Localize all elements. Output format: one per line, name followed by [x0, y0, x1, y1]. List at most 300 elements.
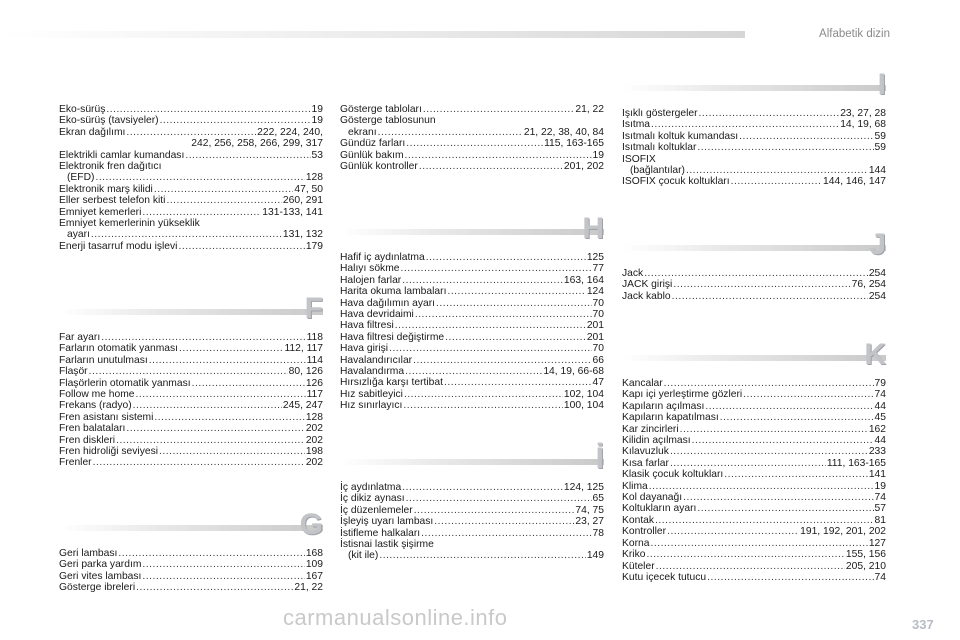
section-header	[340, 444, 604, 474]
index-entry	[340, 389, 604, 400]
index-entry	[340, 263, 604, 274]
entry-term: Enerji tasarruf modu işlevi	[59, 240, 178, 252]
entry-page-numbers: 198	[305, 446, 323, 458]
entry-term: Hava dağılımın ayarı	[340, 297, 436, 309]
index-entry	[340, 309, 604, 320]
dot-leader	[159, 446, 305, 457]
index-entry	[59, 571, 323, 582]
entry-term: İşleyiş uyarı lambası	[340, 516, 434, 528]
entry-page-numbers: 70	[592, 309, 604, 321]
entry-page-numbers: 76, 254	[851, 279, 886, 291]
entry-term: Halojen farlar	[340, 274, 402, 286]
index-entry	[340, 377, 604, 388]
index-entry	[59, 343, 323, 354]
index-entry	[340, 252, 604, 263]
index-entry	[622, 412, 886, 423]
entry-term: ISOFIX çocuk koltukları	[622, 176, 730, 188]
dot-leader	[670, 458, 826, 469]
entry-term: Follow me home	[59, 389, 135, 401]
dot-leader	[707, 572, 873, 583]
index-entries-list	[340, 482, 604, 562]
entry-term: Elektrikli camlar kumandası	[59, 149, 185, 161]
index-section-J	[622, 230, 886, 302]
entry-page-numbers: 21, 22	[294, 582, 323, 594]
entry-page-numbers: 114	[306, 354, 323, 366]
entry-term: Harita okuma lambaları	[340, 286, 447, 298]
entry-page-numbers: 100, 104	[563, 400, 604, 412]
entry-term: Kriko	[622, 549, 646, 561]
dot-leader	[395, 320, 586, 331]
dot-leader	[421, 528, 591, 539]
section-divider-bar	[622, 245, 886, 251]
entry-term: Emniyet kemerlerinin yükseklik	[59, 218, 200, 230]
dot-leader	[402, 482, 563, 493]
section-letter: İ	[595, 442, 604, 475]
entry-term: Geri lambası	[59, 548, 118, 559]
section-divider-bar	[59, 525, 323, 531]
dot-leader	[142, 571, 304, 582]
dot-leader	[93, 457, 305, 468]
dot-leader	[692, 435, 874, 446]
entry-term: Günlük bakım	[340, 149, 404, 161]
entry-page-numbers: 128	[305, 172, 323, 184]
entry-term: Eko-sürüş (tavsiyeler)	[59, 115, 159, 127]
index-entry	[59, 207, 323, 218]
index-entry	[622, 142, 886, 153]
entry-term: Flaşörlerin otomatik yanması	[59, 377, 191, 389]
dot-leader	[423, 104, 575, 115]
entry-term: Kol dayanağı	[622, 492, 683, 504]
index-entries-list	[340, 104, 604, 172]
index-entry	[622, 549, 886, 560]
index-entry	[622, 291, 886, 302]
entry-page-numbers: 59	[874, 130, 886, 142]
index-entry	[340, 161, 604, 172]
entry-page-numbers: 128	[305, 411, 323, 423]
dot-leader	[686, 165, 868, 176]
index-entry	[59, 195, 323, 206]
index-entry	[622, 378, 886, 389]
dot-leader	[126, 127, 256, 138]
entry-page-numbers: 144	[868, 165, 886, 177]
index-entries-list	[622, 268, 886, 302]
dot-leader	[415, 309, 592, 320]
entry-term: Kılavuzluk	[622, 446, 669, 458]
entry-term: Farların unutulması	[59, 354, 148, 366]
dot-leader	[149, 355, 306, 366]
section-letter: F	[304, 292, 323, 325]
index-entry	[340, 400, 604, 411]
index-entry	[59, 400, 323, 411]
dot-leader	[136, 582, 293, 593]
entry-term: Elektronik fren dağıtıcı	[59, 161, 162, 173]
section-letter: K	[864, 338, 886, 371]
index-entry	[59, 150, 323, 161]
entry-page-numbers: 254	[868, 290, 886, 302]
entry-page-numbers: 202	[305, 434, 323, 446]
entry-term: Gösterge ibreleri	[59, 582, 136, 594]
dot-leader	[185, 150, 310, 161]
entry-page-numbers: 65	[592, 493, 604, 505]
page-header-title: Alfabetik dizin	[819, 28, 890, 40]
index-section-K	[622, 340, 886, 583]
index-entry	[622, 538, 886, 549]
entry-term: Korna	[622, 537, 650, 549]
index-entry	[622, 424, 886, 435]
entry-page-numbers: 131, 132	[282, 229, 323, 241]
dot-leader	[118, 548, 304, 559]
dot-leader	[672, 291, 868, 302]
entry-page-numbers: 74, 75	[575, 504, 604, 516]
index-entry	[340, 138, 604, 149]
entry-term: Kapıların açılması	[622, 400, 705, 412]
index-entry	[59, 241, 323, 252]
entry-term: Elektronik marş kilidi	[59, 183, 153, 195]
entry-page-numbers: 191, 192, 201, 202	[800, 526, 886, 538]
dot-leader	[724, 469, 868, 480]
dot-leader	[644, 268, 868, 279]
dot-leader	[179, 343, 283, 354]
index-section-F	[59, 294, 323, 469]
index-entry	[59, 389, 323, 400]
index-entry	[59, 229, 323, 240]
index-entry	[59, 104, 323, 115]
index-entry	[59, 366, 323, 377]
index-entry	[340, 516, 604, 527]
entry-page-numbers: 19	[311, 104, 323, 115]
entry-term: Frenler	[59, 457, 92, 469]
entry-term: Hava filtresi	[340, 320, 394, 332]
entry-page-numbers: 70	[592, 297, 604, 309]
dot-leader	[414, 505, 575, 516]
entry-term: İstifleme halkaları	[340, 527, 421, 539]
entry-page-numbers: 66	[592, 354, 604, 366]
dot-leader	[402, 275, 563, 286]
entry-page-numbers: 23, 27	[575, 516, 604, 528]
dot-leader	[95, 172, 304, 183]
entry-page-numbers: 111, 163-165	[826, 457, 886, 469]
entry-term: Hız sınırlayıcı	[340, 400, 403, 412]
dot-leader	[667, 526, 799, 537]
entry-term: Küteler	[622, 560, 655, 572]
entry-page-numbers: 14, 19, 66-68	[543, 366, 604, 378]
entry-term: (bağlantılar)	[630, 165, 685, 177]
section-divider-bar	[340, 459, 604, 465]
dot-leader	[379, 550, 585, 561]
entry-page-numbers: 124, 125	[563, 482, 604, 493]
index-entry	[622, 526, 886, 537]
dot-leader	[419, 161, 563, 172]
index-entry	[340, 150, 604, 161]
dot-leader	[160, 115, 311, 126]
entry-page-numbers: 21, 22, 38, 40, 84	[523, 126, 604, 138]
dot-leader	[404, 389, 563, 400]
index-entry	[340, 298, 604, 309]
dot-leader	[142, 559, 304, 570]
index-entry	[340, 539, 604, 550]
dot-leader	[378, 127, 523, 138]
top-decorative-bar	[0, 31, 745, 38]
entry-page-numbers: 77	[592, 263, 604, 275]
dot-leader	[673, 279, 850, 290]
section-letter: I	[877, 68, 886, 101]
entry-page-numbers: 45	[874, 412, 886, 424]
entry-page-numbers: 124	[586, 286, 604, 298]
dot-leader	[401, 263, 592, 274]
dot-leader	[154, 184, 294, 195]
entry-term: Klima	[622, 480, 648, 492]
section-header	[59, 294, 323, 324]
entry-page-numbers: 79	[874, 378, 886, 389]
entry-term: Kar zincirleri	[622, 423, 679, 435]
dot-leader	[651, 119, 839, 130]
index-entry	[340, 366, 604, 377]
index-entry	[622, 176, 886, 187]
section-divider-bar	[622, 355, 886, 361]
entry-page-numbers: 81	[874, 514, 886, 526]
entry-term: Havalandırma	[340, 366, 405, 378]
dot-leader	[445, 332, 586, 343]
entry-page-numbers: 19	[874, 480, 886, 492]
index-entry	[59, 435, 323, 446]
entry-page-numbers: 74	[874, 389, 886, 401]
dot-leader	[389, 343, 591, 354]
dot-leader	[406, 493, 592, 504]
section-letter: J	[869, 228, 886, 261]
entry-page-numbers: 80, 126	[288, 366, 323, 378]
entry-term: ayarı	[67, 229, 90, 241]
index-entries-list	[59, 332, 323, 469]
section-header	[622, 70, 886, 100]
entry-page-numbers: 19	[592, 149, 604, 161]
entry-term: Hafif iç aydınlatma	[340, 252, 425, 263]
dot-leader	[166, 195, 281, 206]
index-entry	[622, 481, 886, 492]
dot-leader	[670, 446, 868, 457]
index-entry	[59, 127, 323, 138]
dot-leader	[447, 286, 585, 297]
dot-leader	[656, 561, 845, 572]
page-number: 337	[912, 617, 934, 632]
entry-term: Emniyet kemerleri	[59, 206, 142, 218]
dot-leader	[413, 355, 591, 366]
index-entry	[59, 378, 323, 389]
entry-term: Kapıların kapatılması	[622, 412, 719, 424]
dot-leader	[683, 492, 873, 503]
dot-leader	[434, 516, 574, 527]
entry-page-numbers: 168	[305, 548, 323, 559]
index-entry	[59, 559, 323, 570]
entry-page-numbers: 162	[868, 423, 886, 435]
entry-page-numbers: 144, 146, 147	[823, 176, 886, 188]
index-entry	[622, 154, 886, 165]
index-section-H	[340, 214, 604, 412]
entry-term: Geri parka yardım	[59, 559, 142, 571]
index-entry	[622, 401, 886, 412]
index-section	[59, 104, 323, 252]
dot-leader	[426, 252, 586, 263]
section-divider-bar	[340, 229, 604, 235]
dot-leader	[646, 549, 844, 560]
entry-page-numbers: 53	[311, 149, 323, 161]
index-entry	[340, 332, 604, 343]
index-entry	[622, 108, 886, 119]
dot-leader	[405, 366, 542, 377]
entry-page-numbers: 163, 164	[563, 274, 604, 286]
dot-leader	[142, 207, 261, 218]
entry-term: Isıtmalı koltuklar	[622, 142, 697, 154]
index-entry	[340, 482, 604, 493]
entry-term: Halıyı sökme	[340, 263, 400, 275]
entry-term: Gündüz farları	[340, 138, 406, 150]
index-entries-list	[59, 104, 323, 252]
dot-leader	[91, 229, 282, 240]
entry-term: Günlük kontroller	[340, 161, 418, 173]
index-entry	[622, 469, 886, 480]
dot-leader	[101, 332, 305, 343]
index-entry	[622, 165, 886, 176]
index-entry	[340, 355, 604, 366]
entry-page-numbers: 70	[592, 343, 604, 355]
dot-leader	[436, 298, 592, 309]
dot-leader	[133, 400, 282, 411]
section-header	[622, 230, 886, 260]
entry-page-numbers: 112, 117	[284, 343, 323, 355]
index-entry	[622, 435, 886, 446]
dot-leader	[192, 378, 305, 389]
index-entries-list	[340, 252, 604, 412]
dot-leader	[406, 138, 543, 149]
index-entry	[59, 138, 323, 149]
index-entry	[59, 423, 323, 434]
section-letter: G	[299, 508, 323, 541]
dot-leader	[655, 515, 873, 526]
index-entry	[340, 104, 604, 115]
index-entry	[59, 115, 323, 126]
entry-page-numbers: 167	[305, 570, 323, 582]
dot-leader	[739, 131, 873, 142]
index-entry	[622, 492, 886, 503]
dot-leader	[743, 389, 873, 400]
entry-term: JACK girişi	[622, 279, 673, 291]
dot-leader	[720, 412, 874, 423]
dot-leader	[697, 503, 873, 514]
entry-page-numbers: 201, 202	[563, 161, 604, 173]
index-entry	[59, 457, 323, 468]
index-entry	[622, 119, 886, 130]
index-entry	[622, 279, 886, 290]
dot-leader	[405, 150, 592, 161]
dot-leader	[664, 378, 874, 389]
entry-term: Hava girişi	[340, 343, 389, 355]
watermark-text: carmanualsonline.info	[283, 605, 508, 630]
index-entry	[59, 218, 323, 229]
entry-term: Işıklı göstergeler	[622, 108, 698, 119]
entry-term: Flaşör	[59, 366, 88, 378]
entry-term: İç dikiz aynası	[340, 493, 405, 505]
entry-page-numbers: 19	[311, 115, 323, 127]
entry-page-numbers: 254	[868, 268, 886, 279]
entry-page-numbers: 109	[305, 559, 323, 571]
entry-page-numbers: 202	[305, 457, 323, 469]
entry-page-numbers: 131-133, 141	[262, 206, 323, 218]
index-entry	[59, 184, 323, 195]
entry-term: Ekran dağılımı	[59, 126, 126, 138]
entry-term: Hırsızlığa karşı tertibat	[340, 377, 443, 389]
index-entry	[59, 355, 323, 366]
dot-leader	[106, 104, 310, 115]
entry-page-numbers: 149	[586, 550, 604, 562]
index-entry	[59, 412, 323, 423]
dot-leader	[444, 377, 592, 388]
index-entry	[59, 172, 323, 183]
dot-leader	[699, 108, 840, 119]
dot-leader	[649, 481, 874, 492]
index-entry	[59, 548, 323, 559]
dot-leader	[136, 389, 306, 400]
entry-term: Kilidin açılması	[622, 435, 691, 447]
entry-term: Farların otomatik yanması	[59, 343, 179, 355]
entry-page-numbers: 125	[586, 252, 604, 263]
index-section	[340, 104, 604, 172]
entry-term: Hava filtresi değiştirme	[340, 331, 445, 343]
dot-leader	[650, 538, 867, 549]
entry-term: Jack kablo	[622, 290, 671, 302]
index-entry	[622, 561, 886, 572]
dot-leader	[731, 176, 822, 187]
entry-page-numbers: 242, 256, 258, 266, 299, 317	[191, 138, 323, 150]
index-entry	[622, 389, 886, 400]
dot-leader	[154, 412, 304, 423]
entry-page-numbers: 222, 224, 240,	[257, 126, 323, 138]
index-section-İ	[340, 444, 604, 562]
entry-page-numbers: 179	[305, 240, 323, 252]
entry-term: Kapı içi yerleştirme gözleri	[622, 389, 743, 401]
entry-page-numbers: 117	[306, 389, 323, 401]
index-entry	[622, 131, 886, 142]
entry-page-numbers: 126	[305, 377, 323, 389]
index-entries-list	[59, 548, 323, 594]
entry-term: İç düzenlemeler	[340, 504, 413, 516]
entry-term: ISOFIX	[622, 153, 656, 165]
entry-page-numbers: 44	[874, 400, 886, 412]
dot-leader	[403, 400, 563, 411]
entry-term: Kontroller	[622, 526, 667, 538]
entry-page-numbers: 47	[592, 377, 604, 389]
dot-leader	[705, 401, 873, 412]
index-entry	[59, 332, 323, 343]
index-entry	[622, 446, 886, 457]
entry-page-numbers: 141	[868, 469, 886, 481]
entry-page-numbers: 201	[586, 331, 604, 343]
index-entry	[622, 515, 886, 526]
entry-term: Fren balataları	[59, 423, 126, 435]
entry-term: Hava devridaimi	[340, 309, 414, 321]
index-entry	[59, 161, 323, 172]
index-entry	[340, 320, 604, 331]
index-entry	[340, 505, 604, 516]
entry-page-numbers: 23, 27, 28	[840, 108, 886, 119]
index-entry	[340, 275, 604, 286]
index-entry	[622, 458, 886, 469]
entry-page-numbers: 245, 247	[282, 400, 323, 412]
dot-leader	[178, 241, 304, 252]
entry-page-numbers: 118	[306, 332, 323, 343]
entry-term: (kit ile)	[348, 550, 379, 562]
entry-term: Isıtmalı koltuk kumandası	[622, 130, 739, 142]
index-entry	[59, 582, 323, 593]
entry-page-numbers: 201	[586, 320, 604, 332]
